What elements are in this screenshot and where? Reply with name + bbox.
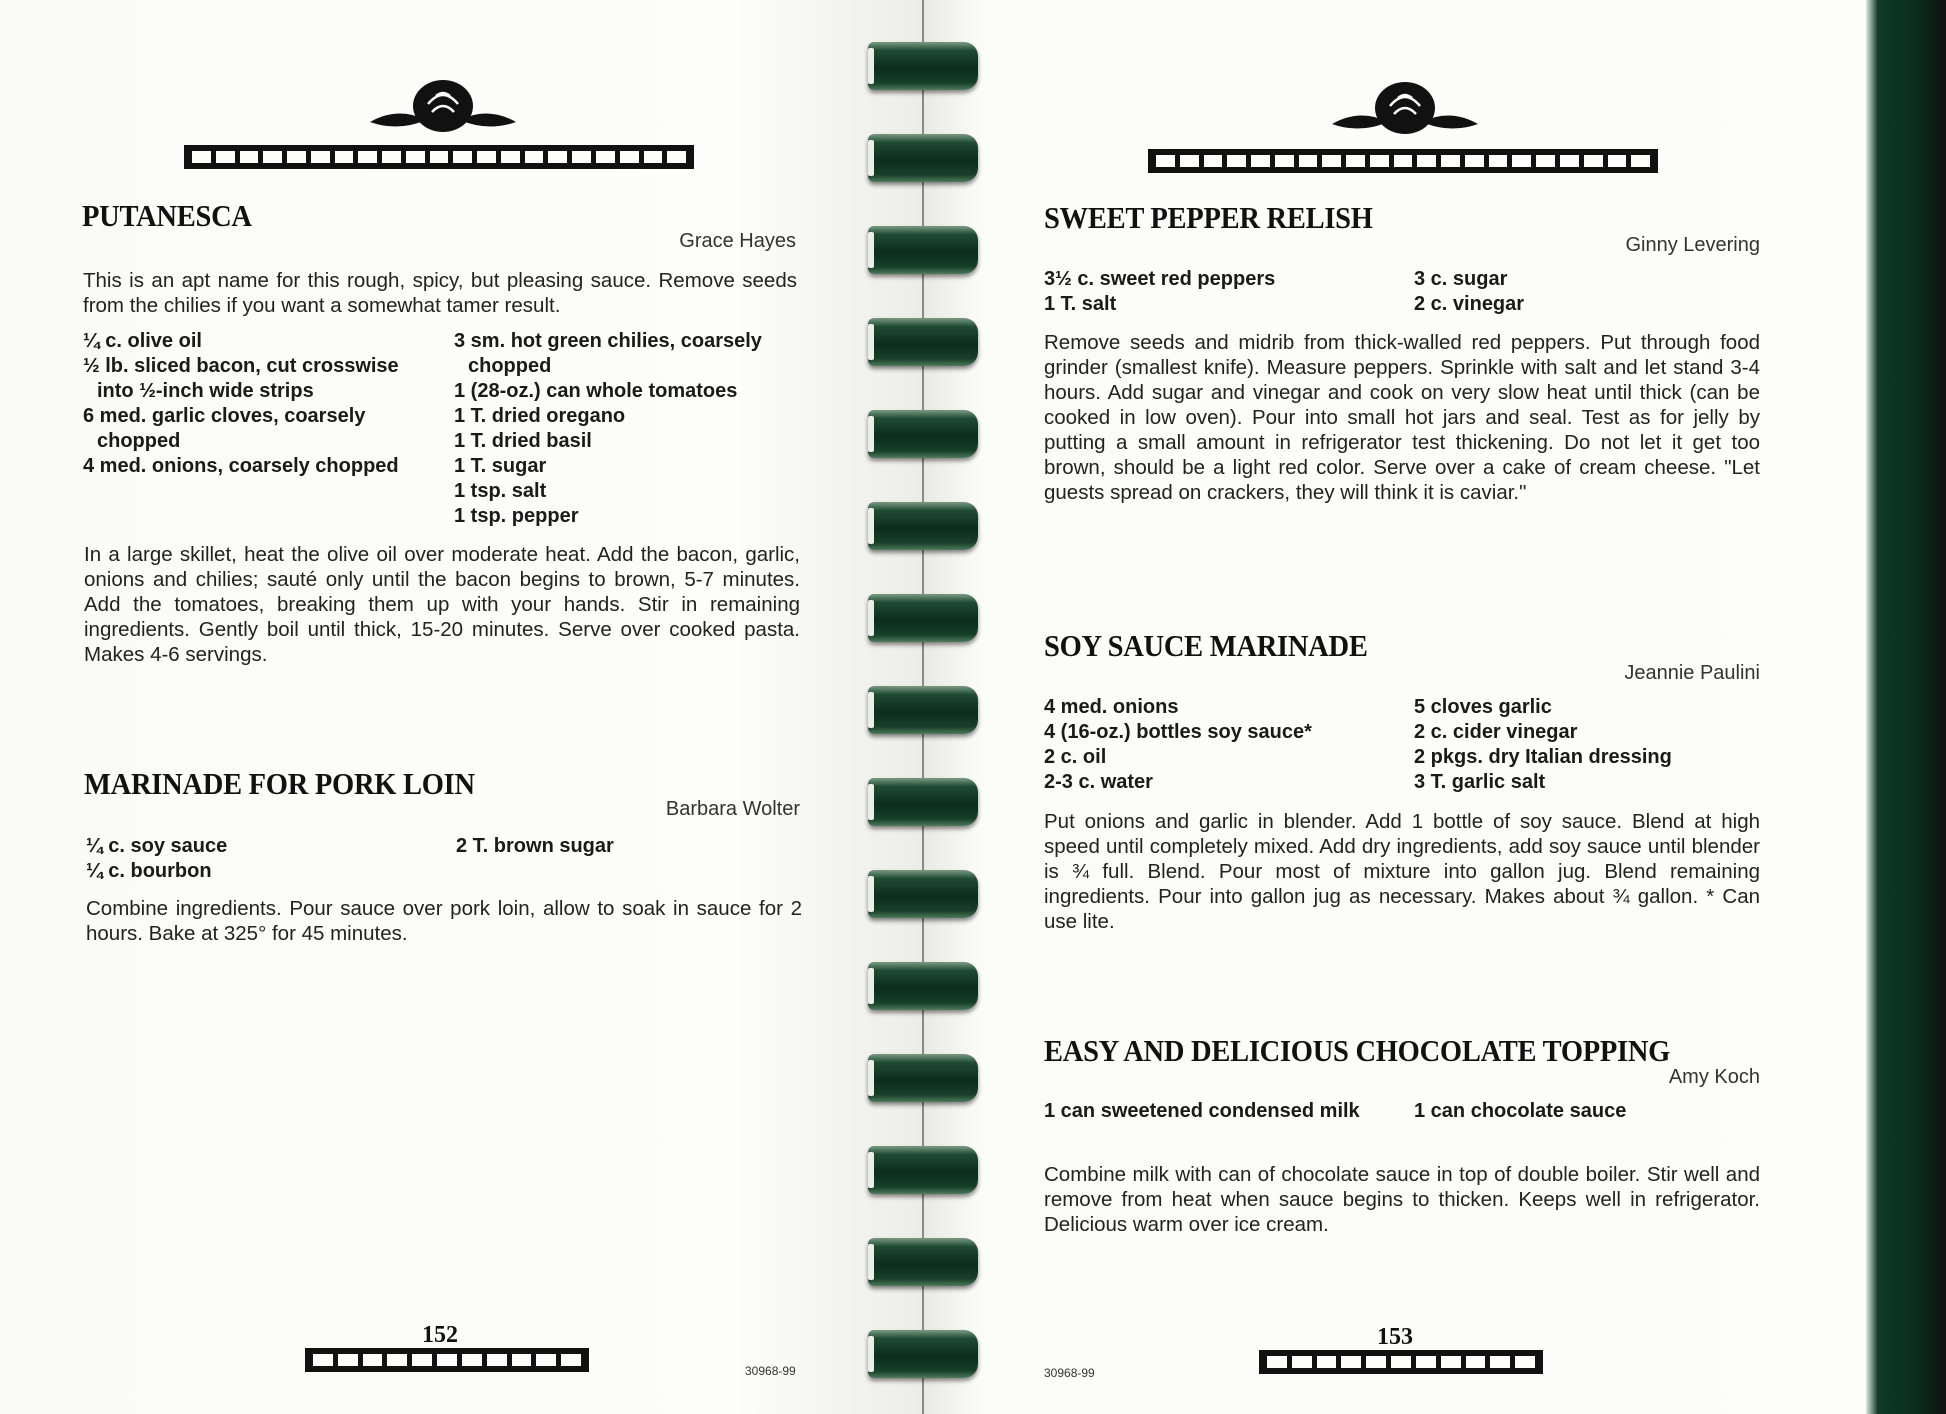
ingredient: 1 tsp. salt — [454, 480, 547, 502]
spiral-coil — [868, 1238, 978, 1286]
left-page — [0, 0, 922, 1414]
rose-ornament-icon — [368, 76, 518, 138]
checker-border — [184, 145, 694, 169]
ingredient: 2-3 c. water — [1044, 771, 1153, 793]
recipe-title: SWEET PEPPER RELISH — [1044, 200, 1373, 235]
ingredients-left — [1044, 267, 1394, 317]
print-code: 30968-99 — [1044, 1366, 1095, 1380]
spiral-binding — [862, 0, 982, 1414]
ingredient: 3 sm. hot green chilies, coarsely chopped — [454, 330, 762, 377]
ingredient: 4 (16-oz.) bottles soy sauce* — [1044, 721, 1312, 743]
ingredients-right — [1414, 695, 1744, 795]
spiral-coil — [868, 134, 978, 182]
spiral-coil — [868, 1146, 978, 1194]
spiral-coil — [868, 410, 978, 458]
ingredient: 5 cloves garlic — [1414, 696, 1552, 718]
recipe-directions: Remove seeds and midrib from thick-walled red peppers. Put through food grinder (smallest knife). Measure peppers. Sprinkle with salt and let stand 3-4 hours. Add sugar and vinegar and cook on very slow heat until thick (can be cooked in low oven). Pour into small hot jars and seal. Test as for jelly by putting a small amount in refrigerator test thickening. Do not let it get too brown, should be a light red color. Serve over a cake of cream cheese. "Let guests spread on crackers, they will think it is caviar." — [1044, 331, 1760, 504]
recipe-title: EASY AND DELICIOUS CHOCOLATE TOPPING — [1044, 1033, 1671, 1068]
checker-border — [1259, 1350, 1543, 1374]
ingredient: 3½ c. sweet red peppers — [1044, 268, 1276, 290]
ingredients-right — [456, 834, 796, 859]
ingredients-left — [83, 329, 423, 479]
checker-border — [1148, 149, 1658, 173]
recipe-author: Grace Hayes — [679, 230, 796, 252]
page-number: 153 — [1377, 1324, 1413, 1350]
ingredient: 1 can chocolate sauce — [1414, 1100, 1627, 1122]
rose-ornament-icon — [1330, 78, 1480, 140]
recipe-directions: In a large skillet, heat the olive oil over moderate heat. Add the bacon, garlic, onions and chilies; sauté only until the bacon begins to brown, 5-7 minutes. Add the tomatoes, breaking them up with your hands. Stir in remaining ingredients. Gently boil until thick, 15-20 minutes. Serve over cooked pasta. Makes 4-6 servings. — [84, 543, 800, 666]
ingredient: 2 pkgs. dry Italian dressing — [1414, 746, 1672, 768]
spiral-coil — [868, 1330, 978, 1378]
ingredients-left — [1044, 1099, 1374, 1124]
ingredient: 2 c. vinegar — [1414, 293, 1525, 315]
recipe-directions: Combine milk with can of chocolate sauce in top of double boiler. Stir well and remove from heat when sauce begins to thicken. Keeps well in refrigerator. Delicious warm over ice cream. — [1044, 1163, 1760, 1236]
spiral-coil — [868, 686, 978, 734]
spiral-coil — [868, 226, 978, 274]
recipe-title: MARINADE FOR PORK LOIN — [84, 766, 475, 801]
ingredient: 2 c. oil — [1044, 746, 1107, 768]
recipe-intro: This is an apt name for this rough, spicy, but pleasing sauce. Remove seeds from the chilies if you want a somewhat tamer result. — [83, 269, 797, 317]
spiral-coil — [868, 870, 978, 918]
ingredient: 1 T. salt — [1044, 293, 1117, 315]
spiral-coil — [868, 594, 978, 642]
spiral-coil — [868, 42, 978, 90]
page-number: 152 — [422, 1322, 458, 1348]
ingredient: 2 T. brown sugar — [456, 835, 614, 857]
recipe-directions: Combine ingredients. Pour sauce over pork loin, allow to soak in sauce for 2 hours. Bake at 325° for 45 minutes. — [86, 897, 802, 945]
recipe-author: Jeannie Paulini — [1624, 662, 1760, 684]
ingredient: ¼ c. bourbon — [86, 860, 212, 882]
ingredient: 1 T. dried oregano — [454, 405, 626, 427]
ingredient: 6 med. garlic cloves, coarsely chopped — [83, 405, 366, 452]
recipe-author: Amy Koch — [1668, 1066, 1760, 1088]
recipe-author: Barbara Wolter — [665, 798, 800, 820]
ingredients-left — [86, 834, 426, 884]
ingredient: 4 med. onions — [1044, 696, 1179, 718]
recipe-directions: Put onions and garlic in blender. Add 1 bottle of soy sauce. Blend at high speed until completely mixed. Add dry ingredients, add soy sauce until blender is ¾ full. Blend. Pour most of mixture into gallon jug. Blend remaining ingredients. Pour into gallon jug as necessary. Makes about ¾ gallon. * Can use lite. — [1044, 810, 1760, 933]
ingredient: 1 T. dried basil — [454, 430, 592, 452]
ingredient: 2 c. cider vinegar — [1414, 721, 1578, 743]
print-code: 30968-99 — [745, 1364, 796, 1378]
ingredients-right — [1414, 1099, 1744, 1124]
ingredient: 4 med. onions, coarsely chopped — [83, 455, 399, 477]
ingredients-right — [454, 329, 814, 529]
ingredient: ½ lb. sliced bacon, cut crosswise into ½-inch wide strips — [83, 355, 399, 402]
ingredients-left — [1044, 695, 1394, 795]
ingredient: 3 c. sugar — [1414, 268, 1508, 290]
recipe-title: PUTANESCA — [82, 198, 252, 233]
book-cover-edge — [1856, 0, 1946, 1414]
recipe-author: Ginny Levering — [1625, 234, 1760, 256]
right-page — [922, 0, 1866, 1414]
ingredient: 1 tsp. pepper — [454, 505, 579, 527]
spiral-coil — [868, 502, 978, 550]
ingredient: 1 (28-oz.) can whole tomatoes — [454, 380, 738, 402]
spiral-coil — [868, 1054, 978, 1102]
ingredient: 1 can sweetened condensed milk — [1044, 1100, 1360, 1122]
spiral-coil — [868, 778, 978, 826]
ingredient: ¼ c. olive oil — [83, 330, 202, 352]
ingredient: 1 T. sugar — [454, 455, 547, 477]
ingredient: 3 T. garlic salt — [1414, 771, 1546, 793]
ingredients-right — [1414, 267, 1744, 317]
spiral-coil — [868, 962, 978, 1010]
ingredient: ¼ c. soy sauce — [86, 835, 228, 857]
recipe-title: SOY SAUCE MARINADE — [1044, 628, 1368, 663]
checker-border — [305, 1348, 589, 1372]
spiral-coil — [868, 318, 978, 366]
